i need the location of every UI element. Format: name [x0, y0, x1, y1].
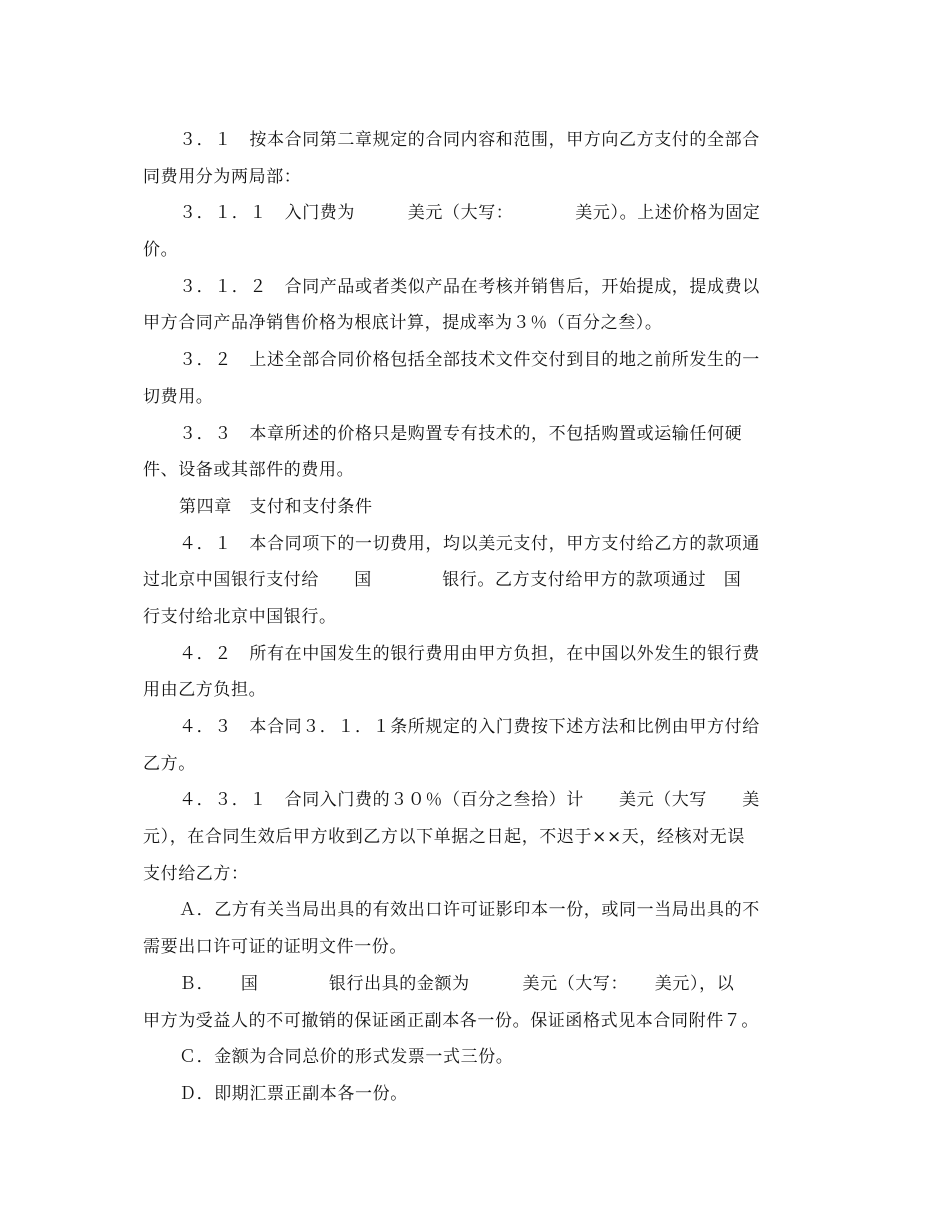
text-line: ３．１ 按本合同第二章规定的合同内容和范围，甲方向乙方支付的全部合: [179, 130, 760, 150]
text-line: ３．１．２ 合同产品或者类似产品在考核并销售后，开始提成，提成费以: [179, 276, 760, 297]
text-line: 第四章 支付和支付条件: [179, 496, 373, 517]
text-line: ３．３ 本章所述的价格只是购置专有技术的，不包括购置或运输任何硬: [179, 423, 743, 444]
text-line: 支付给乙方：: [143, 863, 249, 884]
text-line: 元），在合同生效后甲方收到乙方以下单据之日起，不迟于××天，经核对无误: [143, 827, 745, 848]
text-line: ３．１．１ 入门费为 美元（大写： 美元）。上述价格为固定: [179, 203, 761, 224]
contract-text: [143, 122, 798, 1113]
text-line: Ｃ．金额为合同总价的形式发票一式三份。: [179, 1047, 514, 1068]
text-line: Ｂ． 国 银行出具的金额为 美元（大写： 美元），以: [179, 973, 735, 994]
text-line: 切费用。: [143, 386, 214, 407]
text-line: 行支付给北京中国银行。: [143, 606, 337, 627]
text-line: ４．２ 所有在中国发生的银行费用由甲方负担，在中国以外发生的银行费: [179, 643, 760, 664]
text-line: Ｄ．即期汇票正副本各一份。: [179, 1083, 408, 1104]
text-line: ４．１ 本合同项下的一切费用，均以美元支付，甲方支付给乙方的款项通: [179, 533, 760, 554]
text-line: ４．３ 本合同３．１．１条所规定的入门费按下述方法和比例由甲方付给: [179, 717, 760, 737]
text-line: 甲方合同产品净销售价格为根底计算，提成率为３％（百分之叁）。: [143, 313, 663, 334]
text-line: ３．２ 上述全部合同价格包括全部技术文件交付到目的地之前所发生的一: [179, 350, 760, 371]
text-line: 价。: [143, 240, 179, 261]
text-line: 乙方。: [143, 753, 196, 774]
text-line: 同费用分为两局部：: [143, 166, 302, 187]
text-line: Ａ．乙方有关当局出具的有效出口许可证影印本一份，或同一当局出具的不: [179, 900, 760, 921]
text-line: 用由乙方负担。: [143, 680, 267, 701]
text-line: 需要出口许可证的证明文件一份。: [143, 937, 407, 958]
text-line: 过北京中国银行支付给 国 银行。乙方支付给甲方的款项通过 国: [143, 570, 742, 591]
text-line: ４．３．１ 合同入门费的３０％（百分之叁拾）计 美元（大写 美: [179, 790, 760, 811]
text-line: 件、设备或其部件的费用。: [143, 460, 355, 481]
text-line: 甲方为受益人的不可撤销的保证函正副本各一份。保证函格式见本合同附件７。: [143, 1010, 759, 1031]
